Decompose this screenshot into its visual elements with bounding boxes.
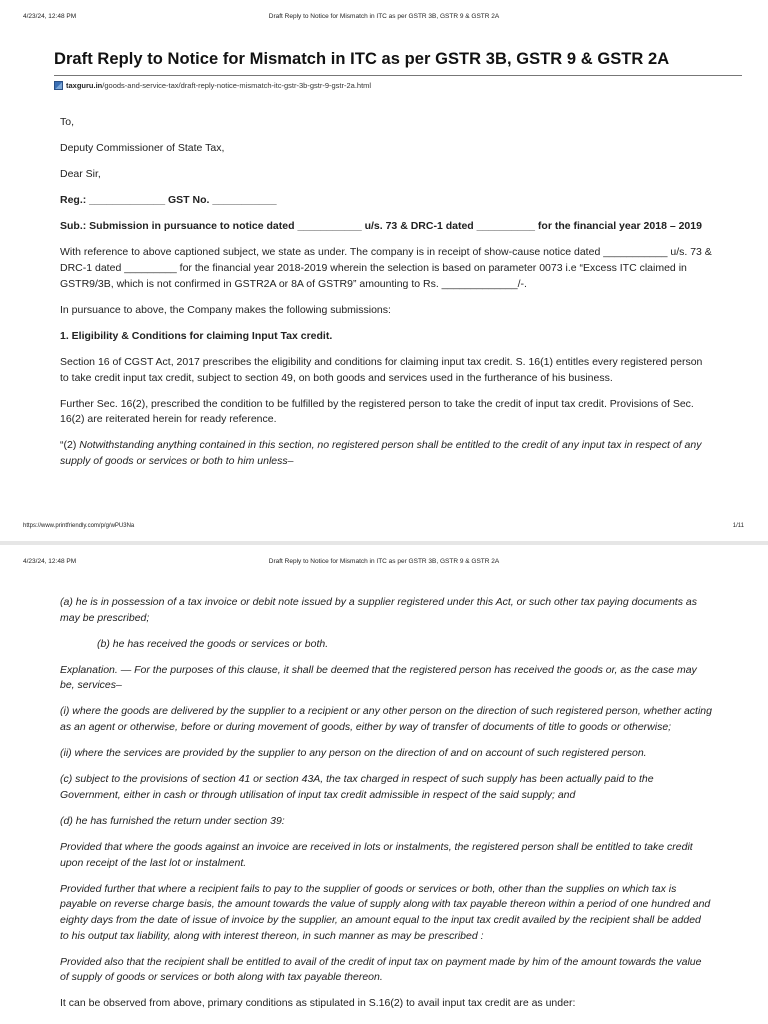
page-number: 1/11 [732, 523, 744, 529]
letter-subject: Sub.: Submission in pursuance to notice dated ___________ u/s. 73 & DRC-1 dated __________ for the financial year 2018 – 2019 [60, 220, 702, 233]
title-divider [54, 75, 742, 76]
reference-paragraph: With reference to above captioned subject, we state as under. The company is in receipt of show-cause notice dated ___________ u/s. 73 & DRC-1 dated _________ for the financial year 2018-2019 wherein the selection is based on parameter 0073 i.e “Excess ITC claimed in GSTR9/3B, which is not confirmed in GSTR2A or 8A of GSTR9” amounting to Rs. _____________/-. [60, 246, 712, 290]
site-favicon-icon [54, 81, 63, 90]
clause-b: (b) he has received the goods or services or both. [97, 637, 329, 650]
section-1-heading: 1. Eligibility & Conditions for claiming Input Tax credit. [60, 329, 333, 342]
statute-continuation [60, 595, 712, 1022]
quote-text: Notwithstanding anything contained in this section, no registered person shall be entitled to the credit of any input tax in respect of any supply of goods or services or both to him unless– [60, 439, 702, 467]
letter-reg: Reg.: _____________ GST No. ___________ [60, 194, 277, 207]
section-16-2-paragraph: Further Sec. 16(2), prescribed the condition to be fulfilled by the registered person to take the credit of input tax credit. Provisions of Sec. 16(2) are reiterated herein for ready reference. [60, 397, 694, 426]
quote-prefix: “(2) [60, 439, 80, 452]
print-page-2 [0, 545, 768, 1024]
letter-salutation: Dear Sir, [60, 168, 101, 181]
print-title: Draft Reply to Notice for Mismatch in ITC as per GSTR 3B, GSTR 9 & GSTR 2A [268, 13, 500, 20]
observation-paragraph: It can be observed from above, primary conditions as stipulated in S.16(2) to avail input tax credit are as under: [60, 997, 576, 1010]
proviso-1: Provided that where the goods against an invoice are received in lots or instalments, the registered person shall be entitled to take credit upon receipt of the last lot or instalment. [60, 841, 693, 869]
print-title-2: Draft Reply to Notice for Mismatch in ITC as per GSTR 3B, GSTR 9 & GSTR 2A [268, 558, 500, 565]
section-16-paragraph: Section 16 of CGST Act, 2017 prescribes the eligibility and conditions for claiming input tax credit. S. 16(1) entitles every registered person to take credit input tax credit, subject to section 49, on both goods and services used in the furtherance of his business. [60, 355, 703, 384]
statute-quote [60, 438, 712, 469]
letter-body [60, 115, 712, 480]
print-date: 4/23/24, 12:48 PM [23, 13, 77, 20]
explanation: Explanation. — For the purposes of this clause, it shall be deemed that the registered person has received the goods or, as the case may be, services– [60, 663, 697, 692]
clause-i: (i) where the goods are delivered by the supplier to a recipient or any other person on the direction of such registered person, whether acting as an agent or otherwise, before or during movement of goods, either by way of transfer of documents of title to goods or otherwise; [60, 705, 712, 734]
clause-d: (d) he has furnished the return under section 39: [60, 814, 285, 827]
letter-addressee: Deputy Commissioner of State Tax, [60, 142, 225, 155]
print-url: https://www.printfriendly.com/p/g/wPU3Na [23, 523, 135, 529]
document-title: Draft Reply to Notice for Mismatch in ITC as per GSTR 3B, GSTR 9 & GSTR 2A [54, 50, 670, 68]
print-date-2: 4/23/24, 12:48 PM [23, 558, 77, 565]
clause-ii: (ii) where the services are provided by the supplier to any person on the direction of and on account of such registered person. [60, 747, 647, 760]
source-link[interactable] [54, 81, 371, 90]
clause-a: (a) he is in possession of a tax invoice or debit note issued by a supplier registered under this Act, or such other tax paying documents as may be prescribed; [60, 596, 697, 624]
letter-to: To, [60, 116, 75, 128]
pursuance-paragraph: In pursuance to above, the Company makes the following submissions: [60, 303, 391, 316]
proviso-3: Provided also that the recipient shall be entitled to avail of the credit of input tax on payment made by him of the amount towards the value of supply of goods or services or both along with tax payable thereon. [60, 955, 702, 984]
source-path[interactable]: /goods-and-service-tax/draft-reply-notice-mismatch-itc-gstr-3b-gstr-9-gstr-2a.html [102, 81, 372, 90]
source-domain[interactable]: taxguru.in [66, 81, 103, 90]
proviso-2: Provided further that where a recipient fails to pay to the supplier of goods or services or both, other than the supplies on which tax is payable on reverse charge basis, the amount towards the value of supply along with tax payable thereon within a period of one hundred and eighty days from the date of issue of invoice by the supplier, an amount equal to the input tax credit availed by the recipient shall be added to his output tax liability, along with interest thereon, in such manner as may be prescribed : [60, 882, 711, 942]
clause-c: (c) subject to the provisions of section 41 or section 43A, the tax charged in respect of such supply has been actually paid to the Government, either in cash or through utilisation of input tax credit admissible in respect of the said supply; and [60, 773, 654, 801]
